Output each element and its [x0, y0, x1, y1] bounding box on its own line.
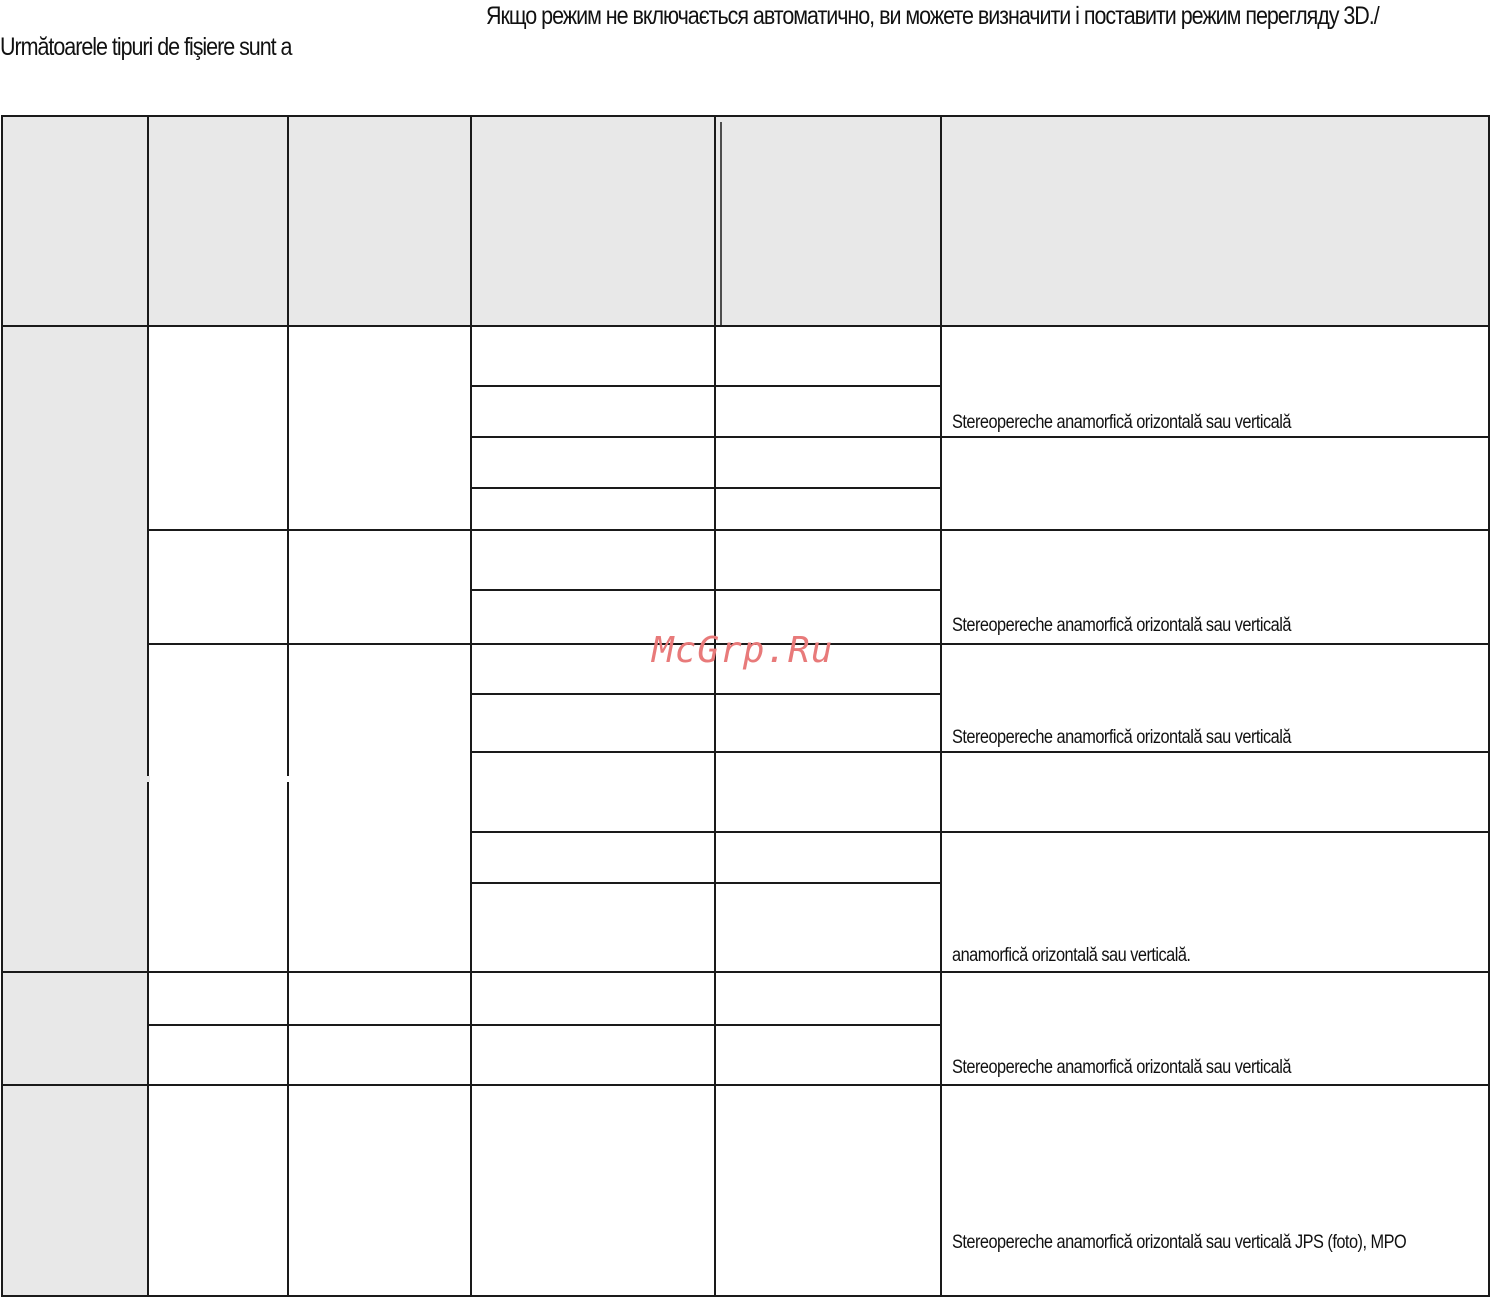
- table-note-6: Stereopereche anamorfică orizontală sau verticală JPS (foto), MPO: [952, 1232, 1407, 1253]
- header-romanian-line: Următoarele tipuri de fişiere sunt a: [0, 33, 292, 61]
- table-first-column: [2, 326, 148, 1296]
- table-header-row: [2, 116, 1489, 326]
- table-note-3: Stereopereche anamorfică orizontală sau verticală: [952, 727, 1291, 748]
- table-note-2: Stereopereche anamorfică orizontală sau verticală: [952, 615, 1291, 636]
- watermark-logo: McGrp.Ru: [652, 630, 834, 671]
- table-note-4: anamorfică orizontală sau verticală.: [952, 945, 1191, 966]
- header-ukrainian-line: Якщо режим не включається автоматично, ви можете визначити і поставити режим перегляду 3D./: [486, 2, 1379, 30]
- table-note-5: Stereopereche anamorfică orizontală sau verticală: [952, 1057, 1291, 1078]
- table-note-1: Stereopereche anamorfică orizontală sau verticală: [952, 412, 1291, 433]
